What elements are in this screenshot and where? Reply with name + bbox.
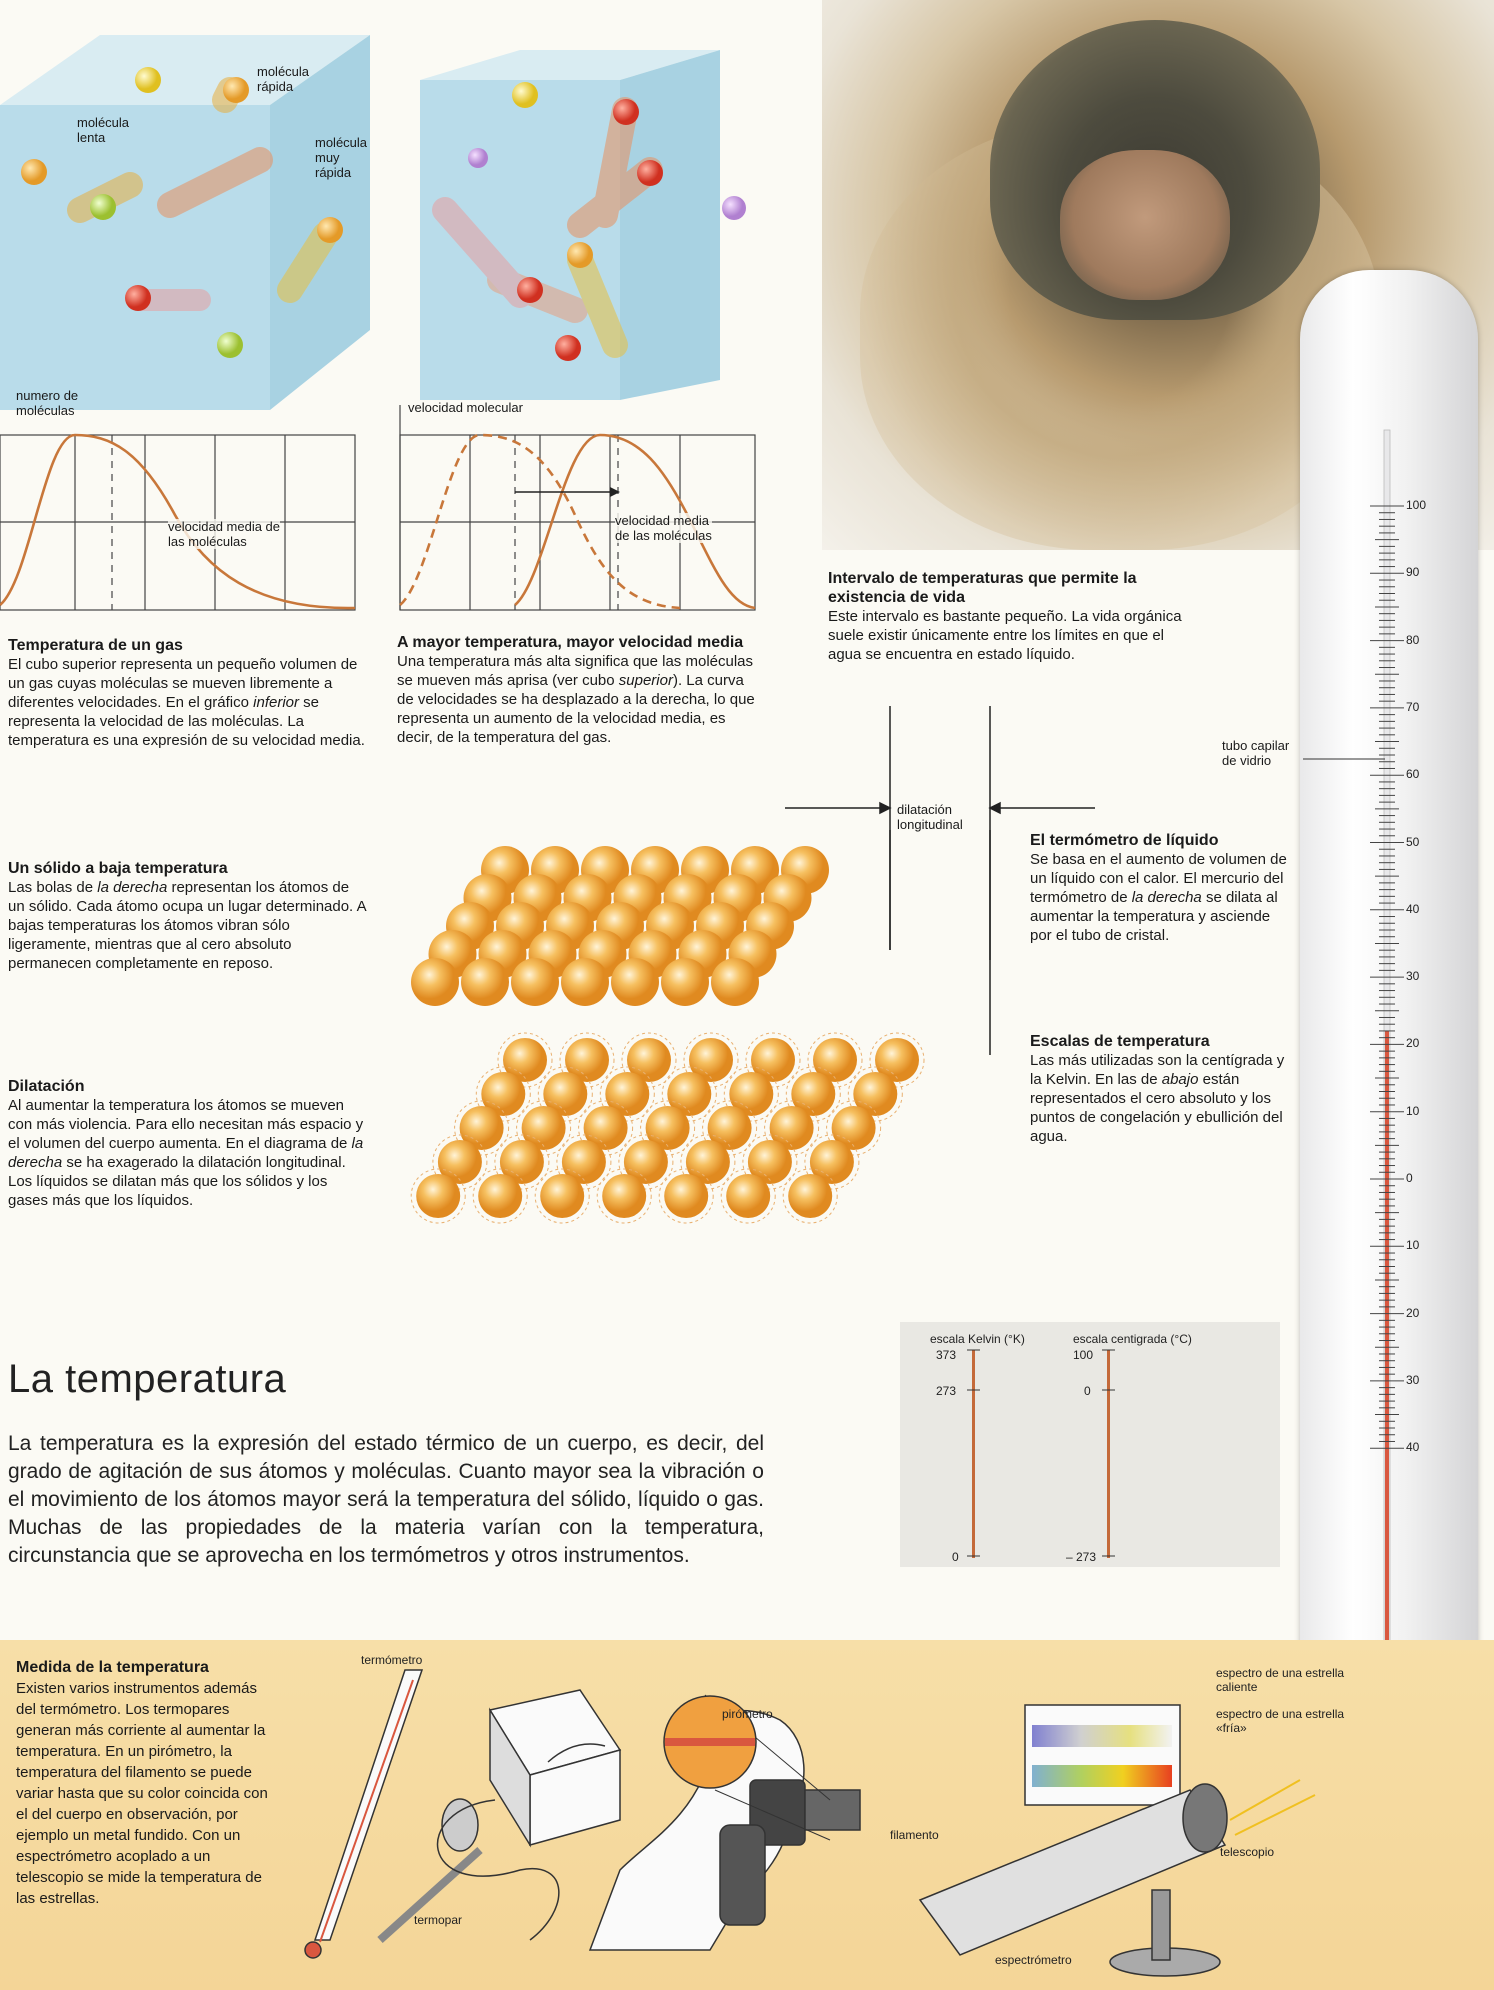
atom — [664, 1174, 708, 1218]
kelvin-0: 0 — [952, 1550, 959, 1564]
thermometer-tick-label: 40 — [1406, 901, 1420, 916]
thermometer-tick-label: 20 — [1406, 1305, 1420, 1320]
caption-higher-temp — [397, 633, 757, 747]
spectrometer-telescope — [920, 1705, 1227, 1976]
atom — [661, 958, 709, 1006]
caption-scales-text-end: están representados el cero absoluto y los puntos de congelación y ebullición del agua. — [1030, 1071, 1283, 1145]
caption-gas — [8, 636, 368, 750]
label-cold-star: espectro de una estrella «fría» — [1216, 1707, 1345, 1735]
caption-solid-text: Las bolas de — [8, 879, 98, 896]
caption-dilation-text: Al aumentar la temperatura los átomos se mueven con más violencia. Para ello necesitan más espacio y el volumen del cuerpo aumenta. En el diagrama de — [8, 1097, 364, 1152]
atom — [461, 958, 509, 1006]
celsius-minus-273: – 273 — [1066, 1550, 1097, 1564]
thermometer-tick-label: 10 — [1406, 1103, 1420, 1118]
thermocouple — [380, 1690, 620, 1940]
atom — [788, 1174, 832, 1218]
graph1-y-label: numero de moléculas — [16, 388, 79, 418]
intro-paragraph: La temperatura es la expresión del estado térmico de un cuerpo, es decir, del grado de agitación de sus átomos y moléculas. Cuanto mayor sea la vibración o el movimiento de los átomos mayor será la temperatura del sólido, líquido o gas. Muchas de las propiedades de la materia varían con la temperatura, circunstancia que se aprovecha en los termómetros y otros instrumentos. — [8, 1432, 764, 1567]
caption-gas-title: Temperatura de un gas — [8, 637, 183, 654]
dilated-lattice — [411, 1033, 924, 1223]
caption-liquid-title: El termómetro de líquido — [1030, 832, 1219, 849]
label-pirometro: pirómetro — [722, 1707, 773, 1721]
caption-higher-em: superior — [618, 672, 673, 689]
atom — [511, 958, 559, 1006]
label-termopar: termopar — [414, 1913, 463, 1927]
caption-higher-title: A mayor temperatura, mayor velocidad media — [397, 634, 744, 651]
thermometer-tick-label: 30 — [1406, 969, 1420, 984]
atom — [602, 1174, 646, 1218]
page-title: La temperatura — [8, 1357, 287, 1401]
thermometer-tick-label: 20 — [1406, 1036, 1420, 1051]
thermometer-tick-label: 30 — [1406, 1372, 1420, 1387]
label-filamento: filamento — [890, 1828, 939, 1842]
label-very-fast-molecule: molécula muy rápida — [315, 135, 368, 180]
caption-measure — [16, 1657, 270, 1909]
caption-scales-text: Las más utilizadas son la centígrada y la Kelvin. En las de — [1030, 1052, 1285, 1088]
velocity-graphs — [0, 380, 800, 620]
caption-dilation-text-end: se ha exagerado la dilatación longitudinal. Los líquidos se dilatan más que los sólidos y los gases más que los líquidos. — [8, 1154, 346, 1209]
graph1-mean-label: velocidad media de las moléculas — [168, 519, 281, 549]
label-fast-molecule: molécula rápida — [257, 64, 310, 94]
celsius-100: 100 — [1073, 1348, 1094, 1362]
label-espectrometro: espectrómetro — [995, 1953, 1072, 1967]
atom — [611, 958, 659, 1006]
thermometer-tick-label: 100 — [1406, 498, 1427, 512]
label-slow-molecule: molécula lenta — [77, 115, 130, 145]
thermometer-tick-label: 80 — [1406, 632, 1420, 647]
caption-measure-text: Existen varios instrumentos además del termómetro. Los termopares generan más corriente al aumentar la temperatura. En un pirómetro, la temperatura del filamento se puede variar hasta que su color coincida con el del cuerpo en observación, por ejemplo un metal fundido. Con un espectrómetro acoplado a un telescopio se mide la temperatura de las estrellas. — [16, 1680, 268, 1907]
kelvin-273: 273 — [936, 1384, 957, 1398]
atom — [540, 1174, 584, 1218]
face-shape — [1060, 150, 1230, 300]
atom — [478, 1174, 522, 1218]
thermometer-tick-label: 0 — [1406, 1171, 1413, 1185]
caption-higher-text: Una temperatura más alta significa que las moléculas se mueven más aprisa (ver cubo — [397, 653, 754, 689]
atom — [561, 958, 609, 1006]
caption-liquid-em: la derecha — [1131, 889, 1202, 906]
caption-dilation — [8, 1077, 370, 1210]
caption-solid-text-end: representan los átomos de un sólido. Cada átomo ocupa un lugar determinado. A bajas temperaturas los átomos vibran sólo ligeramente, mientras que al cero absoluto permanecen completamente en reposo. — [8, 879, 366, 972]
graph-2 — [400, 405, 755, 610]
caption-scales-em: abajo — [1161, 1071, 1199, 1088]
thermometer-tick-label: 40 — [1406, 1440, 1420, 1455]
caption-dilation-title: Dilatación — [8, 1078, 85, 1095]
thermometer-tick-label: 60 — [1406, 767, 1420, 782]
caption-interval-text: Este intervalo es bastante pequeño. La vida orgánica suele existir únicamente entre los límites en que el agua se encuentra en estado líquido. — [828, 608, 1182, 663]
caption-higher-text-end: ). La curva de velocidades se ha desplazado a la derecha, lo que representa un aumento de la velocidad media, es decir, de la temperatura del gas. — [397, 672, 755, 746]
caption-interval-title: Intervalo de temperaturas que permite la existencia de vida — [828, 570, 1137, 606]
thermometer-tick-label: 90 — [1406, 565, 1420, 580]
caption-scales — [1030, 1032, 1292, 1146]
atom — [711, 958, 759, 1006]
scales-box — [900, 1322, 1280, 1567]
atom — [726, 1174, 770, 1218]
celsius-0: 0 — [1084, 1384, 1091, 1398]
caption-solid — [8, 859, 368, 973]
caption-solid-em: la derecha — [97, 879, 168, 896]
thermometer-tick-label: 10 — [1406, 1238, 1420, 1253]
kelvin-373: 373 — [936, 1348, 957, 1362]
thermometer-tick-label: 50 — [1406, 834, 1420, 849]
atom — [416, 1174, 460, 1218]
instruments-illustration — [270, 1650, 1380, 1990]
capillary-pointer — [1303, 758, 1388, 762]
caption-measure-title: Medida de la temperatura — [16, 1659, 209, 1676]
caption-dilation-em: la derecha — [8, 1135, 364, 1171]
capillary-label: tubo capilar de vidrio — [1222, 738, 1290, 768]
label-termometro: termómetro — [361, 1653, 423, 1667]
caption-gas-text-end: se representa la velocidad de las moléculas. La temperatura es una expresión de su velocidad media. — [8, 694, 365, 749]
atom — [411, 958, 459, 1006]
gas-cube-slow — [0, 0, 390, 420]
solid-lattice — [411, 846, 829, 1006]
dilation-label: dilatación longitudinal — [897, 802, 963, 832]
caption-life-interval — [828, 569, 1188, 664]
caption-liquid-text-end: se dilata al aumentar la temperatura y asciende por el tubo de cristal. — [1030, 889, 1278, 944]
caption-solid-title: Un sólido a baja temperatura — [8, 860, 228, 877]
graph2-mean-label: velocidad media de las moléculas — [615, 513, 712, 543]
label-telescopio: telescopio — [1220, 1845, 1275, 1859]
caption-liquid-text: Se basa en el aumento de volumen de un líquido con el calor. El mercurio del termómetro de — [1030, 851, 1287, 906]
label-hot-star: espectro de una estrella caliente — [1216, 1666, 1345, 1694]
gas-cube-fast — [400, 50, 790, 420]
celsius-label: escala centigrada (°C) — [1073, 1332, 1192, 1346]
thermometer-tick-label: 70 — [1406, 699, 1420, 714]
caption-gas-em: inferior — [253, 694, 300, 711]
caption-gas-text: El cubo superior representa un pequeño volumen de un gas cuyas moléculas se mueven libremente a diferentes velocidades. En el gráfico — [8, 656, 358, 711]
caption-scales-title: Escalas de temperatura — [1030, 1033, 1210, 1050]
kelvin-label: escala Kelvin (°K) — [930, 1332, 1025, 1346]
graph2-y-label: velocidad molecular — [408, 400, 523, 415]
